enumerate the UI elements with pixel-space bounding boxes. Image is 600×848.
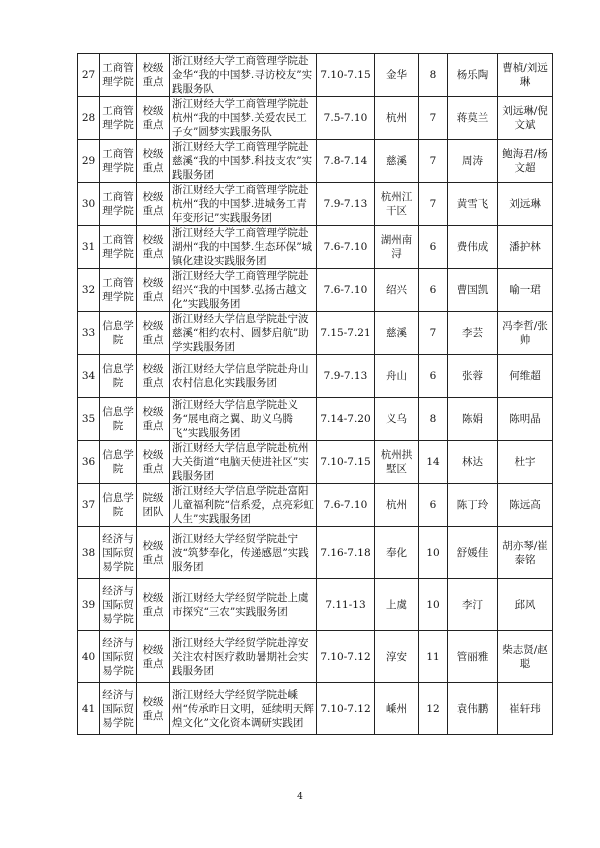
count-cell: 14 bbox=[419, 441, 448, 484]
row-number: 34 bbox=[78, 355, 100, 398]
level-cell: 校级重点 bbox=[137, 54, 170, 97]
table-row bbox=[78, 312, 553, 355]
level-cell: 校级重点 bbox=[137, 140, 170, 183]
team-name-cell: 浙江财经大学信息学院赴富阳儿童福利院“信系爱，点亮彩虹人生”实践服务团 bbox=[170, 484, 317, 527]
date-cell: 7.10-7.15 bbox=[317, 54, 375, 97]
leader-cell: 管丽雅 bbox=[448, 631, 498, 683]
count-cell: 7 bbox=[419, 312, 448, 355]
leader-cell: 陈丁玲 bbox=[448, 484, 498, 527]
leader-cell: 曹国凯 bbox=[448, 269, 498, 312]
count-cell: 6 bbox=[419, 269, 448, 312]
table-row bbox=[78, 441, 553, 484]
date-cell: 7.15-7.21 bbox=[317, 312, 375, 355]
advisor-cell: 邱风 bbox=[498, 579, 553, 631]
date-cell: 7.10-7.12 bbox=[317, 683, 375, 735]
level-cell: 校级重点 bbox=[137, 269, 170, 312]
advisor-cell: 鲍海君/杨文超 bbox=[498, 140, 553, 183]
level-cell: 校级重点 bbox=[137, 97, 170, 140]
place-cell: 奉化 bbox=[375, 527, 419, 579]
count-cell: 10 bbox=[419, 527, 448, 579]
place-cell: 舟山 bbox=[375, 355, 419, 398]
date-cell: 7.9-7.13 bbox=[317, 183, 375, 226]
place-cell: 慈溪 bbox=[375, 312, 419, 355]
count-cell: 12 bbox=[419, 683, 448, 735]
level-cell: 校级重点 bbox=[137, 683, 170, 735]
row-number: 41 bbox=[78, 683, 100, 735]
page-number: 4 bbox=[297, 792, 303, 802]
college-cell: 经济与国际贸易学院 bbox=[100, 683, 137, 735]
college-cell: 经济与国际贸易学院 bbox=[100, 579, 137, 631]
table-row bbox=[78, 355, 553, 398]
place-cell: 湖州南浔 bbox=[375, 226, 419, 269]
advisor-cell: 冯李哲/张帅 bbox=[498, 312, 553, 355]
place-cell: 杭州 bbox=[375, 97, 419, 140]
place-cell: 杭州 bbox=[375, 484, 419, 527]
team-name-cell: 浙江财经大学信息学院赴宁波慈溪“相约农村、圆梦启航”助学实践服务团 bbox=[170, 312, 317, 355]
advisor-cell: 杜宇 bbox=[498, 441, 553, 484]
row-number: 31 bbox=[78, 226, 100, 269]
team-name-cell: 浙江财经大学工商管理学院赴杭州“我的中国梦.关爱农民工子女”圆梦实践服务队 bbox=[170, 97, 317, 140]
level-cell: 校级重点 bbox=[137, 527, 170, 579]
row-number: 38 bbox=[78, 527, 100, 579]
team-name-cell: 浙江财经大学信息学院赴杭州大关街道“电脑天使进社区”实践服务团 bbox=[170, 441, 317, 484]
team-name-cell: 浙江财经大学工商管理学院赴慈溪“我的中国梦.科技支农”实践服务团 bbox=[170, 140, 317, 183]
table-row bbox=[78, 140, 553, 183]
leader-cell: 杨乐陶 bbox=[448, 54, 498, 97]
place-cell: 嵊州 bbox=[375, 683, 419, 735]
leader-cell: 李芸 bbox=[448, 312, 498, 355]
college-cell: 信息学院 bbox=[100, 441, 137, 484]
leader-cell: 费伟成 bbox=[448, 226, 498, 269]
leader-cell: 舒媛佳 bbox=[448, 527, 498, 579]
date-cell: 7.16-7.18 bbox=[317, 527, 375, 579]
table-row bbox=[78, 183, 553, 226]
place-cell: 杭州江干区 bbox=[375, 183, 419, 226]
level-cell: 校级重点 bbox=[137, 183, 170, 226]
college-cell: 工商管理学院 bbox=[100, 226, 137, 269]
team-name-cell: 浙江财经大学经贸学院赴淳安关注农村医疗救助暑期社会实践服务团 bbox=[170, 631, 317, 683]
team-name-cell: 浙江财经大学工商管理学院赴湖州“我的中国梦.生态环保”城镇化建设实践服务团 bbox=[170, 226, 317, 269]
date-cell: 7.8-7.14 bbox=[317, 140, 375, 183]
date-cell: 7.6-7.10 bbox=[317, 269, 375, 312]
leader-cell: 蒋莫兰 bbox=[448, 97, 498, 140]
date-cell: 7.9-7.13 bbox=[317, 355, 375, 398]
table-body bbox=[78, 54, 553, 735]
college-cell: 工商管理学院 bbox=[100, 269, 137, 312]
leader-cell: 李汀 bbox=[448, 579, 498, 631]
college-cell: 信息学院 bbox=[100, 355, 137, 398]
advisor-cell: 潘护林 bbox=[498, 226, 553, 269]
leader-cell: 袁伟鹏 bbox=[448, 683, 498, 735]
table-row bbox=[78, 97, 553, 140]
table-row bbox=[78, 579, 553, 631]
date-cell: 7.11-13 bbox=[317, 579, 375, 631]
team-name-cell: 浙江财经大学经贸学院赴宁波“筑梦奉化，传递感恩”实践服务团 bbox=[170, 527, 317, 579]
count-cell: 11 bbox=[419, 631, 448, 683]
count-cell: 8 bbox=[419, 398, 448, 441]
level-cell: 校级重点 bbox=[137, 579, 170, 631]
advisor-cell: 陈明晶 bbox=[498, 398, 553, 441]
team-name-cell: 浙江财经大学经贸学院赴上虞市探究“三农”实践服务团 bbox=[170, 579, 317, 631]
date-cell: 7.6-7.10 bbox=[317, 226, 375, 269]
advisor-cell: 喻一珺 bbox=[498, 269, 553, 312]
count-cell: 8 bbox=[419, 54, 448, 97]
team-name-cell: 浙江财经大学工商管理学院赴绍兴“我的中国梦.弘扬古越文化”实践服务团 bbox=[170, 269, 317, 312]
leader-cell: 陈娟 bbox=[448, 398, 498, 441]
row-number: 28 bbox=[78, 97, 100, 140]
count-cell: 7 bbox=[419, 183, 448, 226]
count-cell: 7 bbox=[419, 97, 448, 140]
date-cell: 7.14-7.20 bbox=[317, 398, 375, 441]
level-cell: 院级团队 bbox=[137, 484, 170, 527]
table-row bbox=[78, 631, 553, 683]
place-cell: 淳安 bbox=[375, 631, 419, 683]
count-cell: 7 bbox=[419, 140, 448, 183]
date-cell: 7.10-7.12 bbox=[317, 631, 375, 683]
advisor-cell: 刘远琳 bbox=[498, 183, 553, 226]
advisor-cell: 何维超 bbox=[498, 355, 553, 398]
college-cell: 工商管理学院 bbox=[100, 140, 137, 183]
level-cell: 校级重点 bbox=[137, 312, 170, 355]
level-cell: 校级重点 bbox=[137, 441, 170, 484]
leader-cell: 周涛 bbox=[448, 140, 498, 183]
level-cell: 校级重点 bbox=[137, 355, 170, 398]
place-cell: 杭州拱墅区 bbox=[375, 441, 419, 484]
advisor-cell: 胡亦琴/崔泰铭 bbox=[498, 527, 553, 579]
row-number: 37 bbox=[78, 484, 100, 527]
row-number: 29 bbox=[78, 140, 100, 183]
place-cell: 上虞 bbox=[375, 579, 419, 631]
row-number: 27 bbox=[78, 54, 100, 97]
team-name-cell: 浙江财经大学信息学院赴舟山农村信息化实践服务团 bbox=[170, 355, 317, 398]
advisor-cell: 曹楨/刘远琳 bbox=[498, 54, 553, 97]
row-number: 30 bbox=[78, 183, 100, 226]
college-cell: 工商管理学院 bbox=[100, 183, 137, 226]
place-cell: 绍兴 bbox=[375, 269, 419, 312]
college-cell: 工商管理学院 bbox=[100, 97, 137, 140]
table-row bbox=[78, 484, 553, 527]
place-cell: 金华 bbox=[375, 54, 419, 97]
row-number: 32 bbox=[78, 269, 100, 312]
row-number: 39 bbox=[78, 579, 100, 631]
date-cell: 7.5-7.10 bbox=[317, 97, 375, 140]
team-name-cell: 浙江财经大学工商管理学院赴杭州“我的中国梦.进城务工青年变形记”实践服务团 bbox=[170, 183, 317, 226]
count-cell: 6 bbox=[419, 355, 448, 398]
project-table bbox=[77, 53, 553, 735]
count-cell: 6 bbox=[419, 484, 448, 527]
row-number: 36 bbox=[78, 441, 100, 484]
table-row bbox=[78, 527, 553, 579]
date-cell: 7.6-7.10 bbox=[317, 484, 375, 527]
row-number: 35 bbox=[78, 398, 100, 441]
team-name-cell: 浙江财经大学经贸学院赴嵊州“传承昨日文明，延续明天辉煌文化”文化资本调研实践团 bbox=[170, 683, 317, 735]
table-row bbox=[78, 226, 553, 269]
table-row bbox=[78, 683, 553, 735]
college-cell: 信息学院 bbox=[100, 398, 137, 441]
table-row bbox=[78, 54, 553, 97]
place-cell: 义乌 bbox=[375, 398, 419, 441]
advisor-cell: 柴志贤/赵聪 bbox=[498, 631, 553, 683]
level-cell: 校级重点 bbox=[137, 631, 170, 683]
leader-cell: 张蓉 bbox=[448, 355, 498, 398]
advisor-cell: 崔轩玮 bbox=[498, 683, 553, 735]
college-cell: 经济与国际贸易学院 bbox=[100, 527, 137, 579]
level-cell: 校级重点 bbox=[137, 226, 170, 269]
level-cell: 校级重点 bbox=[137, 398, 170, 441]
place-cell: 慈溪 bbox=[375, 140, 419, 183]
row-number: 40 bbox=[78, 631, 100, 683]
count-cell: 10 bbox=[419, 579, 448, 631]
team-name-cell: 浙江财经大学工商管理学院赴金华“我的中国梦.寻访校友”实践服务队 bbox=[170, 54, 317, 97]
count-cell: 6 bbox=[419, 226, 448, 269]
leader-cell: 林达 bbox=[448, 441, 498, 484]
table-row bbox=[78, 269, 553, 312]
date-cell: 7.10-7.15 bbox=[317, 441, 375, 484]
college-cell: 信息学院 bbox=[100, 484, 137, 527]
table-row bbox=[78, 398, 553, 441]
college-cell: 信息学院 bbox=[100, 312, 137, 355]
college-cell: 工商管理学院 bbox=[100, 54, 137, 97]
leader-cell: 黄雪飞 bbox=[448, 183, 498, 226]
row-number: 33 bbox=[78, 312, 100, 355]
team-name-cell: 浙江财经大学信息学院赴义务“展电商之翼、助义乌腾飞”实践服务团 bbox=[170, 398, 317, 441]
advisor-cell: 刘远琳/倪文斌 bbox=[498, 97, 553, 140]
college-cell: 经济与国际贸易学院 bbox=[100, 631, 137, 683]
advisor-cell: 陈远高 bbox=[498, 484, 553, 527]
